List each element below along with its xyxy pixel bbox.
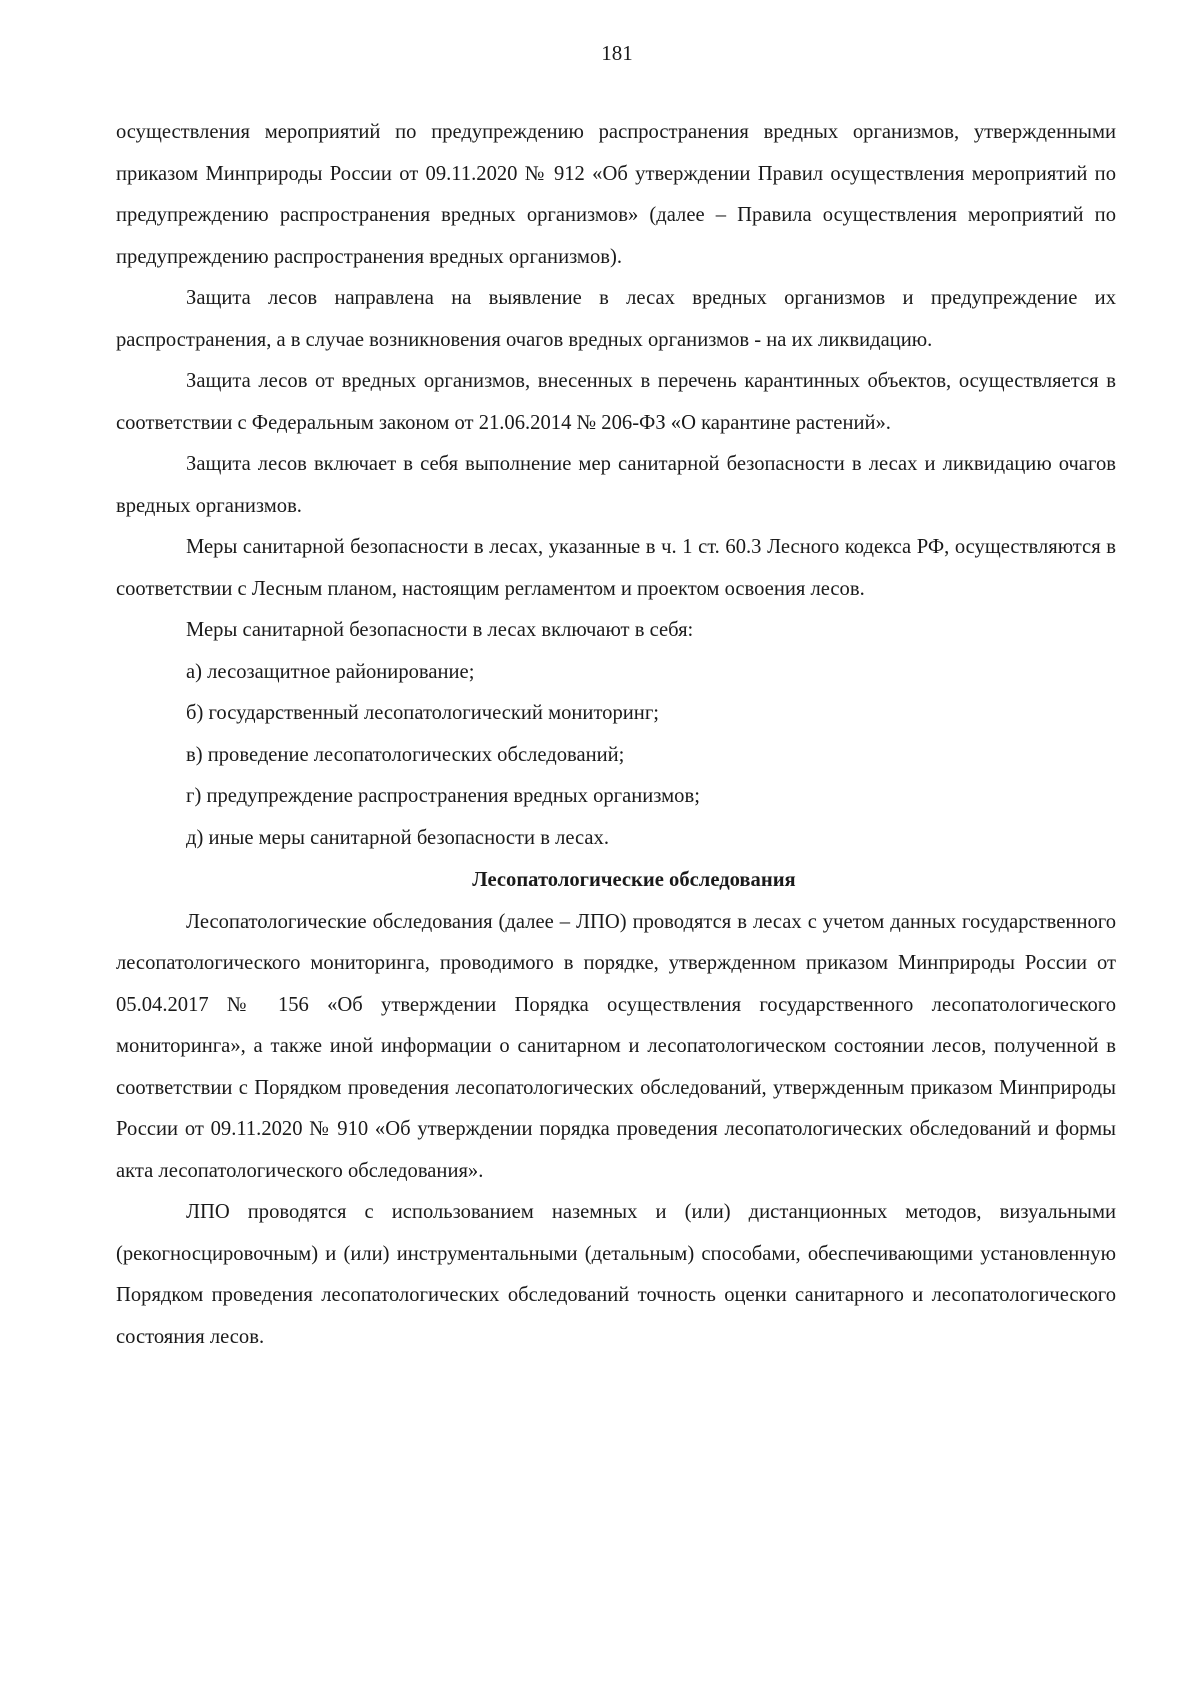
list-item: а) лесозащитное районирование;	[186, 660, 475, 683]
paragraph-lpo-methods: ЛПО проводятся с использованием наземных и (или) дистанционных методов, визуальными (рекогносцировочным) и (или) инструментальными (детальным) способами, обеспечивающими установленную Порядком проведения лесопатологических обследований точность оценки санитарного и лесопатологического состояния лесов.	[116, 1201, 1116, 1348]
paragraph-forest-code-reference: Меры санитарной безопасности в лесах, указанные в ч. 1 ст. 60.3 Лесного кодекса РФ, осуществляются в соответствии с Лесным планом, настоящим регламентом и проектом освоения лесов.	[116, 536, 1116, 600]
paragraph-lpo-definition: Лесопатологические обследования (далее – ЛПО) проводятся в лесах с учетом данных государственного лесопатологического мониторинга, проводимого в порядке, утвержденном приказом Минприроды России от 05.04.2017 № 156 «Об утверждении Порядка осуществления государственного лесопатологического мониторинга», а также иной информации о санитарном и лесопатологическом состоянии лесов, полученной в соответствии с Порядком проведения лесопатологических обследований, утвержденным приказом Минприроды России от 09.11.2020 № 910 «Об утверждении порядка проведения лесопатологических обследований и формы акта лесопатологического обследования».	[116, 910, 1116, 1182]
page-number: 181	[601, 41, 633, 65]
document-body	[116, 112, 1116, 1358]
paragraph-sanitary-measures: Защита лесов включает в себя выполнение мер санитарной безопасности в лесах и ликвидацию очагов вредных организмов.	[116, 453, 1116, 517]
list-item: г) предупреждение распространения вредных организмов;	[186, 785, 700, 807]
list-item: в) проведение лесопатологических обследований;	[186, 743, 625, 766]
paragraph-forest-protection-goal: Защита лесов направлена на выявление в лесах вредных организмов и предупреждение их распространения, а в случае возникновения очагов вредных организмов - на их ликвидацию.	[116, 287, 1116, 351]
section-heading: Лесопатологические обследования	[472, 869, 796, 891]
paragraph-measures-intro: Меры санитарной безопасности в лесах включают в себя:	[186, 619, 694, 641]
list-item: б) государственный лесопатологический мониторинг;	[186, 702, 659, 724]
paragraph-quarantine-objects: Защита лесов от вредных организмов, внесенных в перечень карантинных объектов, осуществляется в соответствии с Федеральным законом от 21.06.2014 № 206-ФЗ «О карантине растений».	[116, 370, 1116, 434]
paragraph-continuation: осуществления мероприятий по предупреждению распространения вредных организмов, утвержденными приказом Минприроды России от 09.11.2020 № 912 «Об утверждении Правил осуществления мероприятий по предупреждению распространения вредных организмов» (далее – Правила осуществления мероприятий по предупреждению распространения вредных организмов).	[116, 121, 1116, 268]
list-item: д) иные меры санитарной безопасности в лесах.	[186, 826, 609, 849]
